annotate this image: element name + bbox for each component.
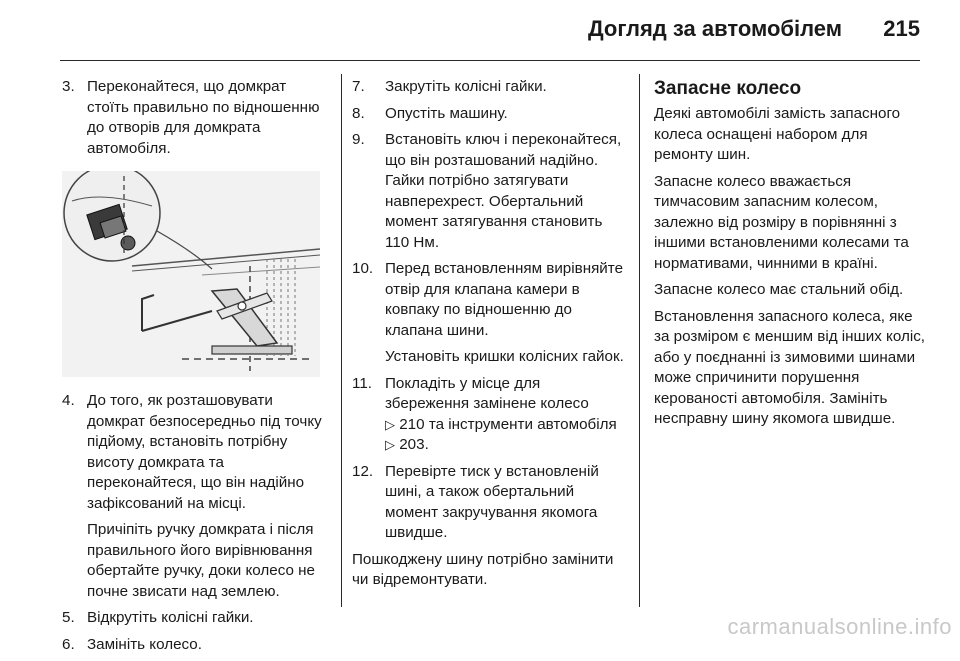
step-5	[62, 608, 328, 629]
column-left	[62, 77, 328, 661]
column-divider-1	[341, 74, 342, 607]
page-header	[0, 0, 960, 60]
step-11	[352, 374, 624, 456]
step-subtext: Причіпіть ручку домкрата і після правильного його вирівнювання обертайте ручку, доки колесо не почне звисати над землею.	[87, 521, 315, 600]
page-title: Догляд за автомобілем	[587, 16, 842, 41]
step-text: Відкрутіть колісні гайки.	[87, 609, 254, 626]
step-text: Встановіть ключ і переконайтеся, що він розташований надійно. Гайки потрібно затягувати навперехрест. Обертальний момент затягування становить 110 Нм.	[385, 131, 622, 251]
jack-drawing	[62, 171, 320, 377]
closing-paragraph: Пошкоджену шину потрібно замінити чи відремонтувати.	[352, 550, 614, 588]
step-7	[352, 77, 624, 98]
step-number: 12.	[352, 462, 374, 480]
triangle-right-icon: ▷	[385, 416, 395, 432]
step-number: 8.	[352, 104, 365, 122]
header-rule	[60, 60, 920, 61]
step-number: 6.	[62, 635, 75, 653]
step-text: Замініть колесо.	[87, 635, 202, 653]
step-10	[352, 259, 624, 368]
jack-illustration	[62, 171, 320, 377]
step-text: Перевірте тиск у встановленій шині, а також обертальний момент закручування якомога швидше.	[385, 462, 599, 541]
step-number: 10.	[352, 260, 374, 277]
step-number: 4.	[62, 392, 75, 409]
paragraph: Запасне колесо вважається тимчасовим запасним колесом, залежно від розміру в порівнянні з іншими встановленими колесами та нормативами, чинними в країні.	[654, 172, 909, 272]
step-4	[62, 391, 328, 602]
paragraph: Деякі автомобілі замість запасного колеса оснащені набором для ремонту шин.	[654, 105, 901, 163]
step-text: До того, як розташовувати домкрат безпосередньо під точку підйому, встановіть потрібну висоту домкрата та переконайтеся, що він надійно зафіксований на місці.	[87, 392, 322, 512]
paragraph: Встановлення запасного колеса, яке за розміром є меншим від інших коліс, або у поєднанні із зимовими шинами може спричинити порушення керованості автомобіля. Замініть несправну шину якомога швидше.	[654, 307, 926, 427]
step-number: 5.	[62, 609, 75, 626]
step-8	[352, 104, 624, 125]
step-9	[352, 130, 624, 253]
page-number: 215	[883, 16, 920, 41]
step-number: 9.	[352, 131, 365, 148]
step-6	[62, 635, 328, 656]
step-12	[352, 462, 624, 544]
step-subtext: Установіть кришки колісних гайок.	[385, 348, 624, 365]
step-number: 11.	[352, 374, 372, 392]
step-text: Переконайтеся, що домкрат стоїть правильно по відношенню до отворів для домкрата автомобіля.	[87, 78, 320, 157]
section-heading: Запасне колесо	[654, 78, 802, 99]
page-reference-link[interactable]: 210	[399, 415, 425, 433]
watermark: carmanualsonline.info	[727, 614, 952, 639]
column-middle	[352, 77, 624, 597]
step-text: Закрутіть колісні гайки.	[385, 78, 547, 95]
step-number: 3.	[62, 78, 75, 95]
triangle-right-icon: ▷	[385, 437, 395, 452]
page-reference-link[interactable]: 203.	[399, 436, 429, 453]
step-text: Перед встановленням вирівняйте отвір для клапана камери в ковпаку по відношенню до клапана шини.	[385, 260, 624, 339]
step-3	[62, 77, 328, 159]
paragraph: Запасне колесо має стальний обід.	[654, 281, 904, 298]
column-divider-2	[639, 74, 640, 607]
step-text: Опустіть машину.	[385, 104, 508, 122]
step-text: Покладіть у місце для збереження замінене колесо	[385, 374, 589, 412]
step-number: 7.	[352, 78, 365, 95]
column-right	[654, 77, 926, 436]
step-text-mid: та інструменти автомобіля	[428, 415, 617, 433]
